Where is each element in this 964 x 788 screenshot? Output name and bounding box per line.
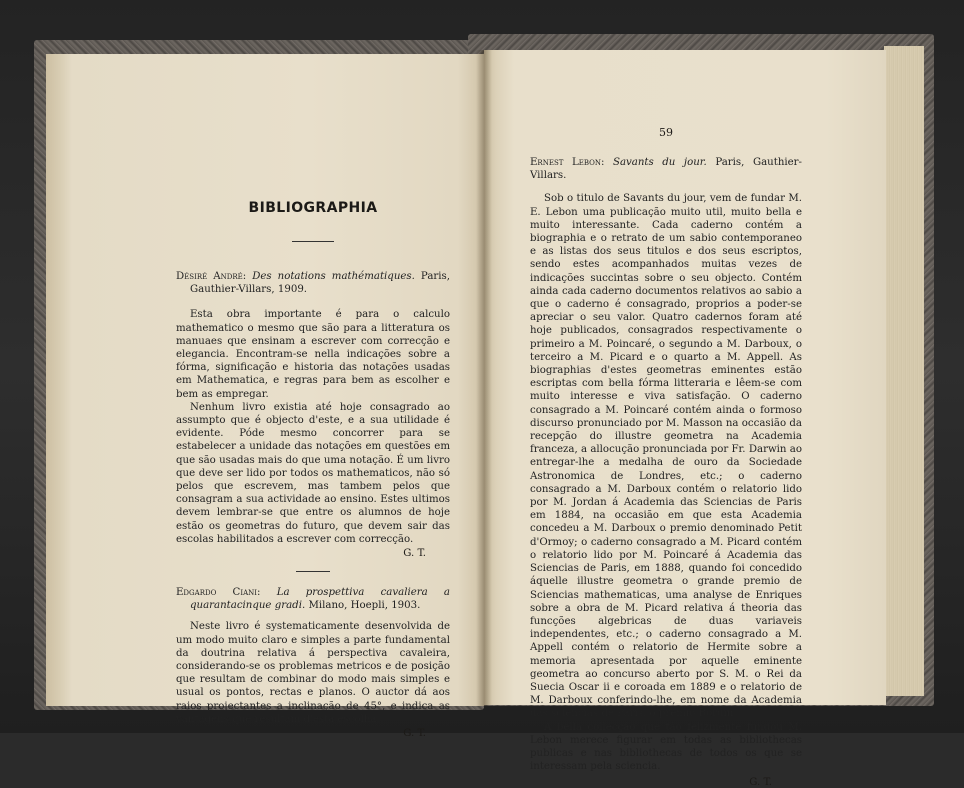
review-3-paragraph-2: A bella collecção que tão felizmente fundou M. Lebon merece figurar em todas as bibliothecas publicas e nas bibliothecas de todos os que se interessam pela sciencia. bbox=[530, 721, 802, 773]
review-1-title: Des notations mathématiques. bbox=[252, 271, 415, 282]
heading-rule bbox=[292, 241, 334, 242]
review-1-publisher: Paris, Gauthier-Villars, 1909. bbox=[190, 271, 450, 296]
book-gutter bbox=[476, 50, 492, 706]
review-3-signature: G. T. bbox=[749, 777, 772, 788]
review-2-signature: G. T. bbox=[403, 728, 426, 740]
review-2-paragraph-1: Neste livro é systematicamente desenvolvida de um modo muito claro e simples a parte fundamental da doutrina relativa á perspectiva cavaleira, considerando-se os problemas metricos e de posição que resultam de combinar do modo mais simples e usual os pontos, rectas e planos. O auctor dá aos raios projectantes a inclinação de 45°, e indica as vantagens que resultam d'esta escolha. bbox=[176, 621, 450, 725]
review-1-citation bbox=[176, 270, 450, 296]
page-edges bbox=[884, 46, 924, 696]
review-1-signature: G. T. bbox=[403, 548, 426, 560]
review-1-paragraph-1: Esta obra importante é para o calculo mathematico o mesmo que são para a litteratura os manuaes que ensinam a escrever com correcção e elegancia. Encontram-se nella indicações sobre a fórma, significação e historia das notações usadas em Mathematica, e regras para bem as escolher e bem as empregar. bbox=[176, 309, 450, 400]
review-3-title: Savants du jour. bbox=[612, 157, 707, 168]
review-1-paragraph-2: Nenhum livro existia até hoje consagrado ao assumpto que é objecto d'este, e a sua utilidade é evidente. Póde mesmo concorrer para se estabelecer a unidade das notações em questões em que são usadas mais do que uma notação. É um livro que deve ser lido por todos os mathematicos, não só pelos que escrevem, mas tambem pelos que consagram a sua actividade ao ensino. Estes ultimos devem lembrar-se que entre os alumnos de hoje estão os geometras do futuro, que devem sair das escolas habilitados a escrever com correcção. bbox=[176, 401, 450, 545]
review-1-author: Désiré André: bbox=[176, 271, 247, 282]
review-3-citation bbox=[530, 156, 802, 182]
review-3-paragraph-1: Sob o titulo de Savants du jour, vem de fundar M. E. Lebon uma publicação muito util, muito bella e muito interessante. Cada caderno contém a biographia e o retrato de um sabio contemporaneo e as listas dos seus titulos e dos seus escriptos, sendo estes acompanhados muitas vezes de indicações succintas sobre o seu objecto. Contém ainda cada caderno documentos relativos ao sabio a que o caderno é consagrado, proprios a poder-se apreciar o seu valor. Quatro cadernos foram até hoje publicados, consagrados respectivamente o primeiro a M. Poincaré, o segundo a M. Darboux, o terceiro a M. Picard e o quarto a M. Appell. As biographias d'estes geometras eminentes estão escriptas com bella fórma litteraria e lêem-se com muito interesse e viva satisfação. O caderno consagrado a M. Poincaré contém ainda o formoso discurso pronunciado por M. Masson na occasião da recepção do illustre geometra na Academia franceza, a allocução pronunciada por Fr. Darwin ao entregar-lhe a medalha de ouro da Sociedade Astronomica de Londres, etc.; o caderno consagrado a M. Darboux contém o relatorio lido por M. Jordan á Academia das Sciencias de Paris em 1884, na occasião em que esta Academia concedeu a M. Darboux o premio denominado Petit d'Ormoy; o caderno consagrado a M. Picard contém o relatorio lido por M. Poincaré á Academia das Sciencias de Paris, em 1888, quando foi concedido áquelle illustre geometra o grande premio de Sciencias mathematicas, uma analyse de Enriques sobre a obra de M. Picard relativa á theoria das funcções algebricas de duas variaveis independentes, etc.; o caderno consagrado a M. Appell contém o relatorio de Hermite sobre a memoria apresentada por aquelle eminente geometra ao concurso aberto por S. M. o Rei da Suecia Oscar ii e coroada em 1889 e o relatorio de M. Darboux conferindo-lhe, em nome da Academia das sciencias de Paris, o premio Bordin. bbox=[530, 193, 802, 720]
page-number: 59 bbox=[659, 126, 673, 139]
review-2-citation bbox=[176, 586, 450, 612]
review-2-publisher: Milano, Hoepli, 1903. bbox=[308, 600, 421, 612]
review-3-author: Ernest Lebon: bbox=[530, 157, 605, 168]
section-rule bbox=[296, 571, 330, 572]
review-3-publisher: Paris, Gauthier-Villars. bbox=[530, 157, 802, 182]
page-heading: BIBLIOGRAPHIA bbox=[248, 200, 378, 216]
review-2-author: Edgardo Ciani: bbox=[176, 587, 261, 599]
review-2-title: La prospettiva cavaliera a quarantacinque gradi. bbox=[190, 587, 450, 612]
right-column bbox=[530, 156, 802, 788]
left-column bbox=[176, 270, 450, 739]
